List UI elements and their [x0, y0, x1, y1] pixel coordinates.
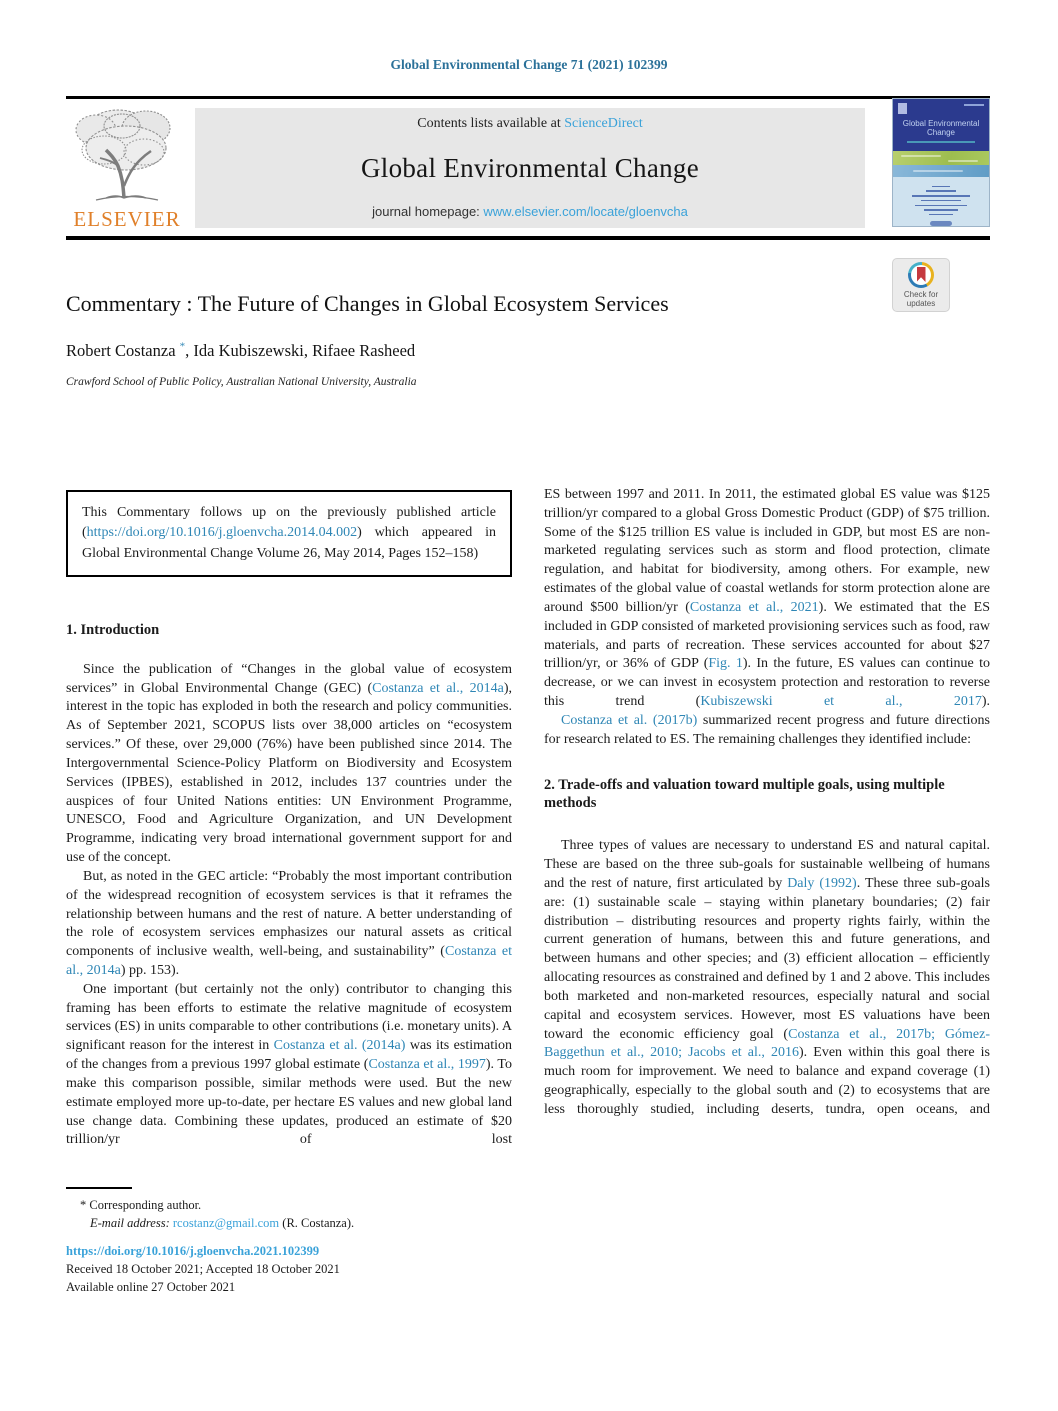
citation-link[interactable]: Costanza et al., 2017b; Gómez-Baggethun et al., 2010; Jacobs et al., 2016: [544, 1026, 990, 1061]
cover-navy-band: [893, 99, 989, 151]
text-segment: Since the publication of “Changes in the global value of ecosystem services” in Global Environmental Change (GEC) (: [66, 661, 512, 696]
text-segment: But, as noted in the GEC article: “Probably the most important contribution of the widespread recognition of ecosystem services is that it reframes the relationship between humans and the rest of nature. A better understanding of the role of ecosystem services emphasizes our natural assets as critical components of inclusive wealth, well-being, and sustainability” (: [66, 868, 512, 960]
header-top-rule: [66, 96, 990, 99]
author-list: [66, 341, 766, 361]
citation-link[interactable]: https://doi.org/10.1016/j.gloenvcha.2014.04.002: [86, 525, 358, 541]
text-segment: One important (but certainly not the only) contributor to changing this framing has been efforts to estimate the relative magnitude of ecosystem services (ES) in units comparable to other contributions (i.e. monetary units). A significant reason for the interest in: [66, 981, 512, 1054]
publication-info: [66, 1242, 526, 1296]
citation-link[interactable]: Costanza et al., 2014a: [66, 944, 513, 978]
citation-link[interactable]: Daly (1992): [787, 875, 857, 891]
elsevier-logo: [62, 100, 192, 230]
citation-link[interactable]: Kubiszewski et al., 2017: [700, 694, 982, 710]
text-segment: ).: [981, 694, 990, 710]
citation-link[interactable]: Costanza et al. (2017b): [561, 712, 698, 728]
author-affiliation: Crawford School of Public Policy, Australian National University, Australia: [66, 376, 417, 388]
elsevier-wordmark: ELSEVIER: [73, 207, 181, 231]
body-paragraph-continued: [544, 486, 990, 712]
journal-reference: Global Environmental Change 71 (2021) 102399: [390, 57, 668, 72]
intro-paragraph-3: [66, 981, 512, 1150]
email-link[interactable]: rcostanz@gmail.com: [172, 1216, 280, 1231]
text-segment: summarized recent progress and future directions for research related to ES. The remaining challenges they identified include:: [544, 712, 990, 747]
text-segment: ), interest in the topic has exploded in both the research and policy communities. As of September 2021, SCOPUS lists over 38,000 articles on “ecosystem services.” Of these, over 29,000 (76%) have been published since 2014. The Intergovernmental Science-Policy Platform on Biodiversity and Ecosystem Services (IPBES), established in 2012, includes 137 countries under the auspices of four United Nations entities: UN Environment Programme, UNESCO, Food and Agriculture Organization, and UN Development Programme, indicating very broad international government support for and use of the concept.: [66, 680, 512, 866]
commentary-notice-box: [66, 490, 512, 577]
text-segment: , Ida Kubiszewski, Rifaee Rasheed: [185, 341, 416, 360]
text-segment: ES between 1997 and 2011. In 2011, the estimated global ES value was $125 trillion/yr compared to a global Gross Domestic Product (GDP) of $75 trillion. Some of the $125 trillion ES value is included in GDP, but most ES are non-marketed regulating services such as storm and flood protection, climate regulation, and habitat for biodiversity, among others. For example, new estimates of the global value of coastal wetlands for storm protection alone are around $500 billion/yr (: [544, 487, 990, 615]
cover-lower-band: [893, 177, 989, 226]
check-updates-label: Check for updates: [903, 290, 939, 309]
text-segment: Three types of values are necessary to understand ES and natural capital. These are based on the three sub-goals for sustainable wellbeing of humans and the rest of nature, first articulated by: [544, 838, 990, 891]
journal-cover-thumbnail[interactable]: [892, 98, 990, 227]
text-segment: Robert Costanza: [66, 341, 180, 360]
footnote-rule: [66, 1187, 132, 1189]
text-segment: . These three sub-goals are: (1) sustainable scale – staying within planetary boundaries; (2) fair distribution – distributing resources and property rights fairly, within the current generation of humans, between this and future generations, and between humans and other species; and (3) efficient allocation – efficiently allocating resources as constrained and defined by 1 and 2 above. This includes both marketed and non-marketed resources, especially natural and social capital and ecosystem services. However, most ES valuations have been toward the economic efficiency goal (: [544, 875, 990, 1042]
left-column: [66, 490, 512, 1150]
header-bottom-rule: [66, 236, 990, 240]
cover-publisher-glyph: [898, 103, 907, 114]
sciencedirect-link[interactable]: ScienceDirect: [564, 116, 643, 131]
citation-link[interactable]: *: [179, 340, 186, 353]
journal-title: Global Environmental Change: [360, 152, 700, 183]
cover-title: Global Environmental Change: [902, 119, 980, 137]
email-line: [80, 1214, 520, 1232]
body-paragraph-challenges: [544, 712, 990, 750]
article-title: Commentary : The Future of Changes in Global Ecosystem Services: [66, 291, 669, 316]
section-heading-introduction: 1. Introduction: [66, 621, 160, 638]
footnote: [80, 1196, 520, 1232]
citation-link[interactable]: Costanza et al., 2021: [689, 599, 819, 615]
article-doi-link[interactable]: https://doi.org/10.1016/j.gloenvcha.2021.102399: [66, 1244, 320, 1258]
citation-link[interactable]: Costanza et al. (2014a): [273, 1038, 406, 1054]
homepage-link[interactable]: www.elsevier.com/locate/gloenvcha: [483, 204, 688, 219]
check-for-updates-badge[interactable]: [892, 258, 950, 312]
received-accepted-dates: Received 18 October 2021; Accepted 18 October 2021: [66, 1262, 340, 1276]
citation-link[interactable]: Costanza et al., 1997: [368, 1057, 486, 1073]
citation-link[interactable]: Costanza et al., 2014a: [372, 680, 504, 696]
available-online-date: Available online 27 October 2021: [66, 1280, 236, 1294]
check-updates-icon: [908, 262, 934, 288]
cover-corner-text: [964, 104, 984, 106]
cover-elsevier-pill: [930, 221, 952, 226]
bookmark-icon: [917, 267, 926, 282]
text-segment: ) which appeared in Global Environmental Change Volume 26, May 2014, Pages 152–158): [82, 525, 496, 561]
citation-link[interactable]: Fig. 1: [708, 656, 743, 672]
homepage-prefix: journal homepage:: [372, 204, 484, 219]
cover-blue-band: [893, 165, 989, 177]
email-suffix: (R. Costanza).: [279, 1216, 355, 1231]
intro-paragraph-1: [66, 661, 512, 868]
tradeoffs-paragraph-1: [544, 837, 990, 1119]
text-segment: This Commentary follows up on the previously published article (: [82, 505, 496, 541]
text-segment: was its estimation of the changes from a previous 1997 global estimate (: [66, 1038, 512, 1073]
cover-green-band: [893, 151, 989, 165]
intro-paragraph-2: [66, 868, 512, 981]
text-segment: ) pp. 153).: [120, 962, 180, 978]
text-segment: ). To make this comparison possible, similar methods were used. But the new estimate employed more up-to-date, per hectare ES values and new global land use change data. Combining these updates, produced an estimate of $20 trillion/yr of lost: [66, 1057, 513, 1148]
section-heading-tradeoffs: 2. Trade-offs and valuation toward multiple goals, using multiple methods: [544, 776, 945, 812]
homepage-line: [372, 204, 688, 219]
contents-prefix: Contents lists available at: [417, 116, 565, 131]
email-label: E-mail address:: [90, 1216, 173, 1231]
text-segment: ). We estimated that the ES included in GDP consisted of marketed provisioning services such as food, raw materials, and parts of recreation. These services accounted for about $27 trillion/yr, or 36% of GDP (: [544, 599, 991, 672]
text-segment: ). Even within this goal there is much room for improvement. We need to balance and expand coverage (1) geographically, especially to the global south and (2) to ecosystems that are less thoroughly studied, including deserts, tundra, open oceans, and: [544, 1045, 990, 1117]
journal-masthead: [195, 108, 865, 228]
corresponding-author-note: * Corresponding author.: [80, 1198, 202, 1212]
text-segment: ). In the future, ES values can continue to decrease, or we can invest in ecosystem protection and restoration to reverse this trend (: [544, 656, 990, 710]
right-column: [544, 486, 990, 1120]
cover-subtitle-line: [907, 141, 974, 143]
elsevier-tree-icon: [66, 100, 188, 204]
contents-line: [417, 116, 643, 132]
